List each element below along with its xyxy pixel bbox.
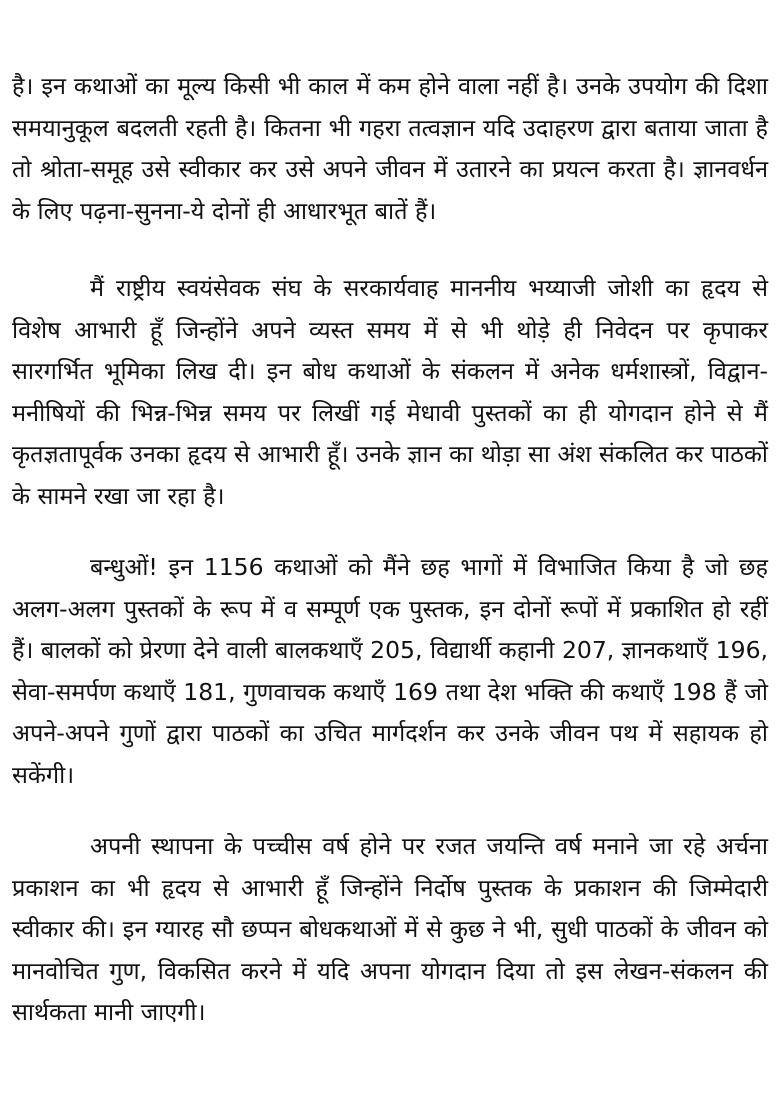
paragraph-1: है। इन कथाओं का मूल्य किसी भी काल में कम होने वाला नहीं है। उनके उपयोग की दिशा समयानुकूल बदलती रहती है। कितना भी गहरा तत्वज्ञान यदि उदाहरण द्वारा बताया जाता है तो श्रोता-समूह उसे स्वीकार कर उसे अपने जीवन में उतारने का प्रयत्न करता है। ज्ञानवर्धन के लिए पढ़ना-सुनना-ये दोनों ही आधारभूत बातें हैं। (12, 72, 768, 225)
paragraph-3: बन्धुओं! इन 1156 कथाओं को मैंने छह भागों में विभाजित किया है जो छह अलग-अलग पुस्तकों के रूप में व सम्पूर्ण एक पुस्तक, इन दोनों रूपों में प्रकाशित हो रहीं हैं। बालकों को प्रेरणा देने वाली बालकथाएँ 205, विद्यार्थी कहानी 207, ज्ञानकथाएँ 196, सेवा-समर्पण कथाएँ 181, गुणवाचक कथाएँ 169 तथा देश भक्ति की कथाएँ 198 हैं जो अपने-अपने गुणों द्वारा पाठकों का उचित मार्गदर्शन कर उनके जीवन पथ में सहायक हो सकेंगी। (12, 553, 768, 789)
paragraph-4: अपनी स्थापना के पच्चीस वर्ष होने पर रजत जयन्ति वर्ष मनाने जा रहे अर्चना प्रकाशन का भी हृदय से आभारी हूँ जिन्होंने निर्दोष पुस्तक के प्रकाशन की जिम्मेदारी स्वीकार की। इन ग्यारह सौ छप्पन बोधकथाओं में से कुछ ने भी, सुधी पाठकों के जीवन को मानवोचित गुण, विकसित करने में यदि अपना योगदान दिया तो इस लेखन-संकलन की सार्थकता मानी जाएगी। (12, 832, 768, 1026)
paragraph-2: मैं राष्ट्रीय स्वयंसेवक संघ के सरकार्यवाह माननीय भय्याजी जोशी का हृदय से विशेष आभारी हूँ जिन्होंने अपने व्यस्त समय में से भी थोड़े ही निवेदन पर कृपाकर सारगर्भित भूमिका लिख दी। इन बोध कथाओं के संकलन में अनेक धर्मशास्त्रों, विद्वान-मनीषियों की भिन्न-भिन्न समय पर लिखीं गई मेधावी पुस्तकों का ही योगदान होने से मैं कृतज्ञतापूर्वक उनका हृदय से आभारी हूँ। उनके ज्ञान का थोड़ा सा अंश संकलित कर पाठकों के सामने रखा जा रहा है। (12, 274, 768, 510)
